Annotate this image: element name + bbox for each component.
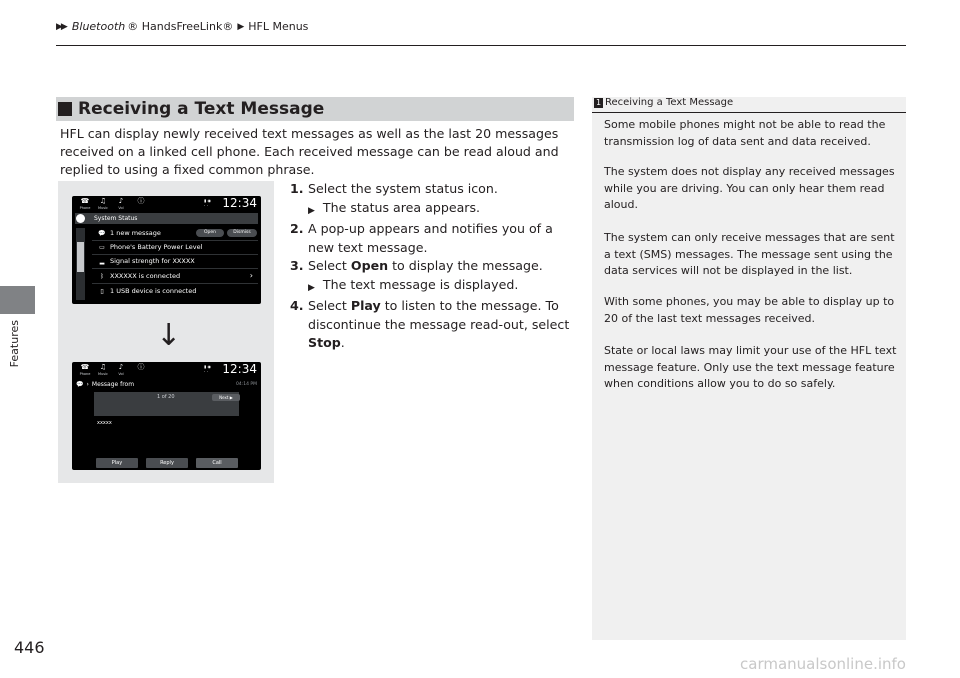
down-arrow-icon: ↓ [156, 318, 182, 353]
divider [92, 268, 258, 269]
step-3-result: ▶ The text message is displayed. [290, 276, 580, 298]
phone-icon: ☎ Phone [79, 197, 91, 210]
volume-icon: ♪ Vol [118, 363, 124, 376]
message-screen [72, 362, 261, 470]
note-number-icon: 1 [595, 97, 602, 107]
scrollbar[interactable] [76, 228, 85, 300]
chevron-right-icon[interactable]: › [249, 271, 253, 280]
battery-row[interactable]: ▭ Phone's Battery Power Level [99, 243, 203, 251]
reply-button[interactable]: Reply [146, 458, 188, 468]
play-button[interactable]: Play [96, 458, 138, 468]
step-3: 3. Select Open to display the message. [290, 258, 543, 273]
top-bar [72, 362, 261, 378]
system-status-title: System Status [94, 215, 138, 222]
breadcrumb-hfl-menus[interactable]: HFL Menus [248, 20, 309, 33]
step-1: 1. Select the system status icon. [290, 181, 498, 196]
chapter-tab [0, 286, 35, 314]
chevron-right-icon: › [86, 381, 89, 388]
scrollbar-thumb[interactable] [77, 242, 84, 272]
notes-rule [592, 112, 906, 113]
heading-square-icon [58, 102, 72, 116]
breadcrumb-arrow-icon: ▶ [237, 21, 243, 32]
system-status-screen [72, 196, 261, 304]
section-heading [56, 97, 574, 121]
message-time: 04:14 PM [236, 382, 257, 387]
intro-paragraph: HFL can display newly received text messages as well as the last 20 messages received on a linked cell phone. Each received message can be read aloud and replied to using a fixed common phrase. [60, 126, 559, 177]
result-arrow-icon: ▶ [308, 282, 315, 293]
clock: 12:34 [222, 362, 257, 376]
message-icon: 💬 [76, 381, 84, 388]
volume-icon: ♪ Vol [118, 197, 124, 210]
info-icon: ⓘ [137, 197, 145, 205]
message-pager: 1 of 20 [157, 394, 175, 400]
phone-icon: ☎ Phone [79, 363, 91, 376]
bluetooth-icon: ᛒ [100, 272, 104, 280]
breadcrumb [56, 20, 308, 33]
divider [92, 254, 258, 255]
bluetooth-row[interactable]: ᛒ XXXXXX is connected [98, 272, 180, 280]
info-icon: ⓘ [137, 363, 145, 371]
status-indicators: ▮ ◉ · · [204, 364, 211, 374]
message-body: xxxxx [97, 420, 112, 426]
call-button[interactable]: Call [196, 458, 238, 468]
section-title: Receiving a Text Message [78, 99, 325, 119]
usb-row[interactable]: ▯ 1 USB device is connected [98, 287, 196, 295]
step-4: 4. Select Play to listen to the message. To discontinue the message read-out, select Stop. [290, 298, 570, 350]
open-button[interactable]: Open [196, 229, 224, 237]
message-icon: 💬 [98, 229, 106, 237]
music-icon: ♫ Music [98, 363, 108, 376]
note-paragraph: With some phones, you may be able to display up to 20 of the last text messages received. [604, 295, 895, 325]
notes-heading: 1 Receiving a Text Message [595, 97, 734, 108]
chapter-label: Features [8, 320, 21, 368]
next-button[interactable]: Next ▶ [212, 394, 240, 401]
message-header [76, 381, 134, 388]
top-bar [72, 196, 261, 212]
breadcrumb-arrow-icon: ▶▶ [56, 21, 66, 32]
step-2: 2. A pop-up appears and notifies you of a new text message. [290, 221, 553, 255]
music-icon: ♫ Music [98, 197, 108, 210]
result-arrow-icon: ▶ [308, 205, 315, 216]
check-icon[interactable] [76, 214, 85, 223]
watermark: carmanualsonline.info [740, 655, 906, 673]
signal-row[interactable]: ▂ Signal strength for XXXXX [99, 257, 195, 265]
note-paragraph: State or local laws may limit your use of the HFL text message feature. Only use the text message feature when conditions allow you to do so safely. [604, 344, 897, 390]
breadcrumb-hfl[interactable]: ® HandsFreeLink® [127, 20, 234, 33]
status-indicators: ▮ ◉ · · [204, 198, 211, 208]
header-rule [56, 45, 906, 46]
usb-icon: ▯ [100, 287, 104, 295]
note-paragraph: Some mobile phones might not be able to read the transmission log of data sent and data received. [604, 118, 886, 148]
divider [92, 240, 258, 241]
clock: 12:34 [222, 196, 257, 210]
new-message-row[interactable]: 💬 1 new message [98, 229, 161, 237]
message-from-label: Message from [91, 381, 135, 388]
signal-icon: ▂ [99, 257, 105, 265]
battery-icon: ▭ [99, 243, 105, 251]
page-number: 446 [14, 638, 45, 657]
note-paragraph: The system does not display any received messages while you are driving. You can only hear them read aloud. [604, 165, 895, 211]
step-1-result: ▶ The status area appears. [290, 199, 580, 221]
note-paragraph: The system can only receive messages that are sent a text (SMS) messages. The message sent using the data services will not be displayed in the list. [604, 231, 895, 277]
divider [92, 283, 258, 284]
breadcrumb-bluetooth[interactable]: Bluetooth [71, 20, 126, 33]
steps-list [290, 180, 580, 353]
dismiss-button[interactable]: Dismiss [227, 229, 257, 237]
